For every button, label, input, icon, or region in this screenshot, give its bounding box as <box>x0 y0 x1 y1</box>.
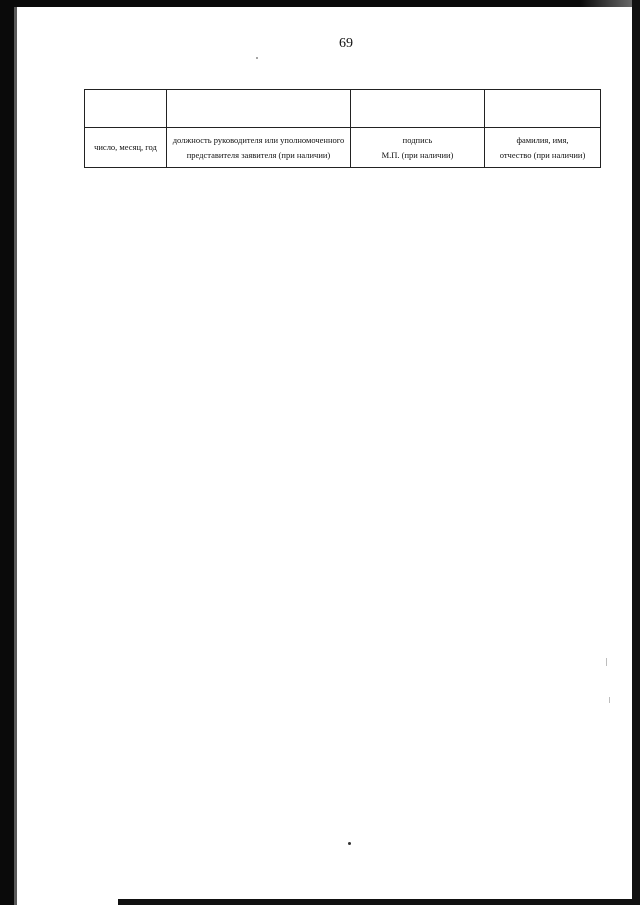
position-caption-line-2: представителя заявителя (при наличии) <box>186 149 331 160</box>
position-cell <box>167 90 351 128</box>
signature-caption <box>351 128 485 168</box>
scan-border-top <box>0 0 640 7</box>
scan-border-right <box>632 0 640 905</box>
signature-table <box>84 89 601 168</box>
page-number: 69 <box>339 36 353 51</box>
scan-mark <box>606 658 607 666</box>
scan-border-bottom <box>118 899 640 905</box>
date-cell <box>85 90 167 128</box>
signature-input-row <box>85 90 601 128</box>
scan-mark <box>609 697 610 703</box>
date-caption <box>85 128 167 168</box>
signature-cell <box>351 90 485 128</box>
full-name-caption <box>485 128 601 168</box>
scan-border-left <box>0 0 14 905</box>
scan-shadow-left <box>14 7 17 905</box>
full-name-caption-line-2: отчество (при наличии) <box>499 149 586 160</box>
scan-speck <box>256 57 258 59</box>
position-caption-line-1: должность руководителя или уполномоченного <box>172 134 345 145</box>
scan-border-top-fade <box>580 0 640 7</box>
scan-speck <box>348 842 351 845</box>
full-name-caption-line-1: фамилия, имя, <box>516 134 569 145</box>
signature-caption-row <box>85 128 601 168</box>
signature-caption-line-1: подпись <box>402 134 433 145</box>
signature-caption-line-2: М.П. (при наличии) <box>381 149 454 160</box>
position-caption <box>167 128 351 168</box>
full-name-cell <box>485 90 601 128</box>
date-caption-line: число, месяц, год <box>94 142 157 152</box>
